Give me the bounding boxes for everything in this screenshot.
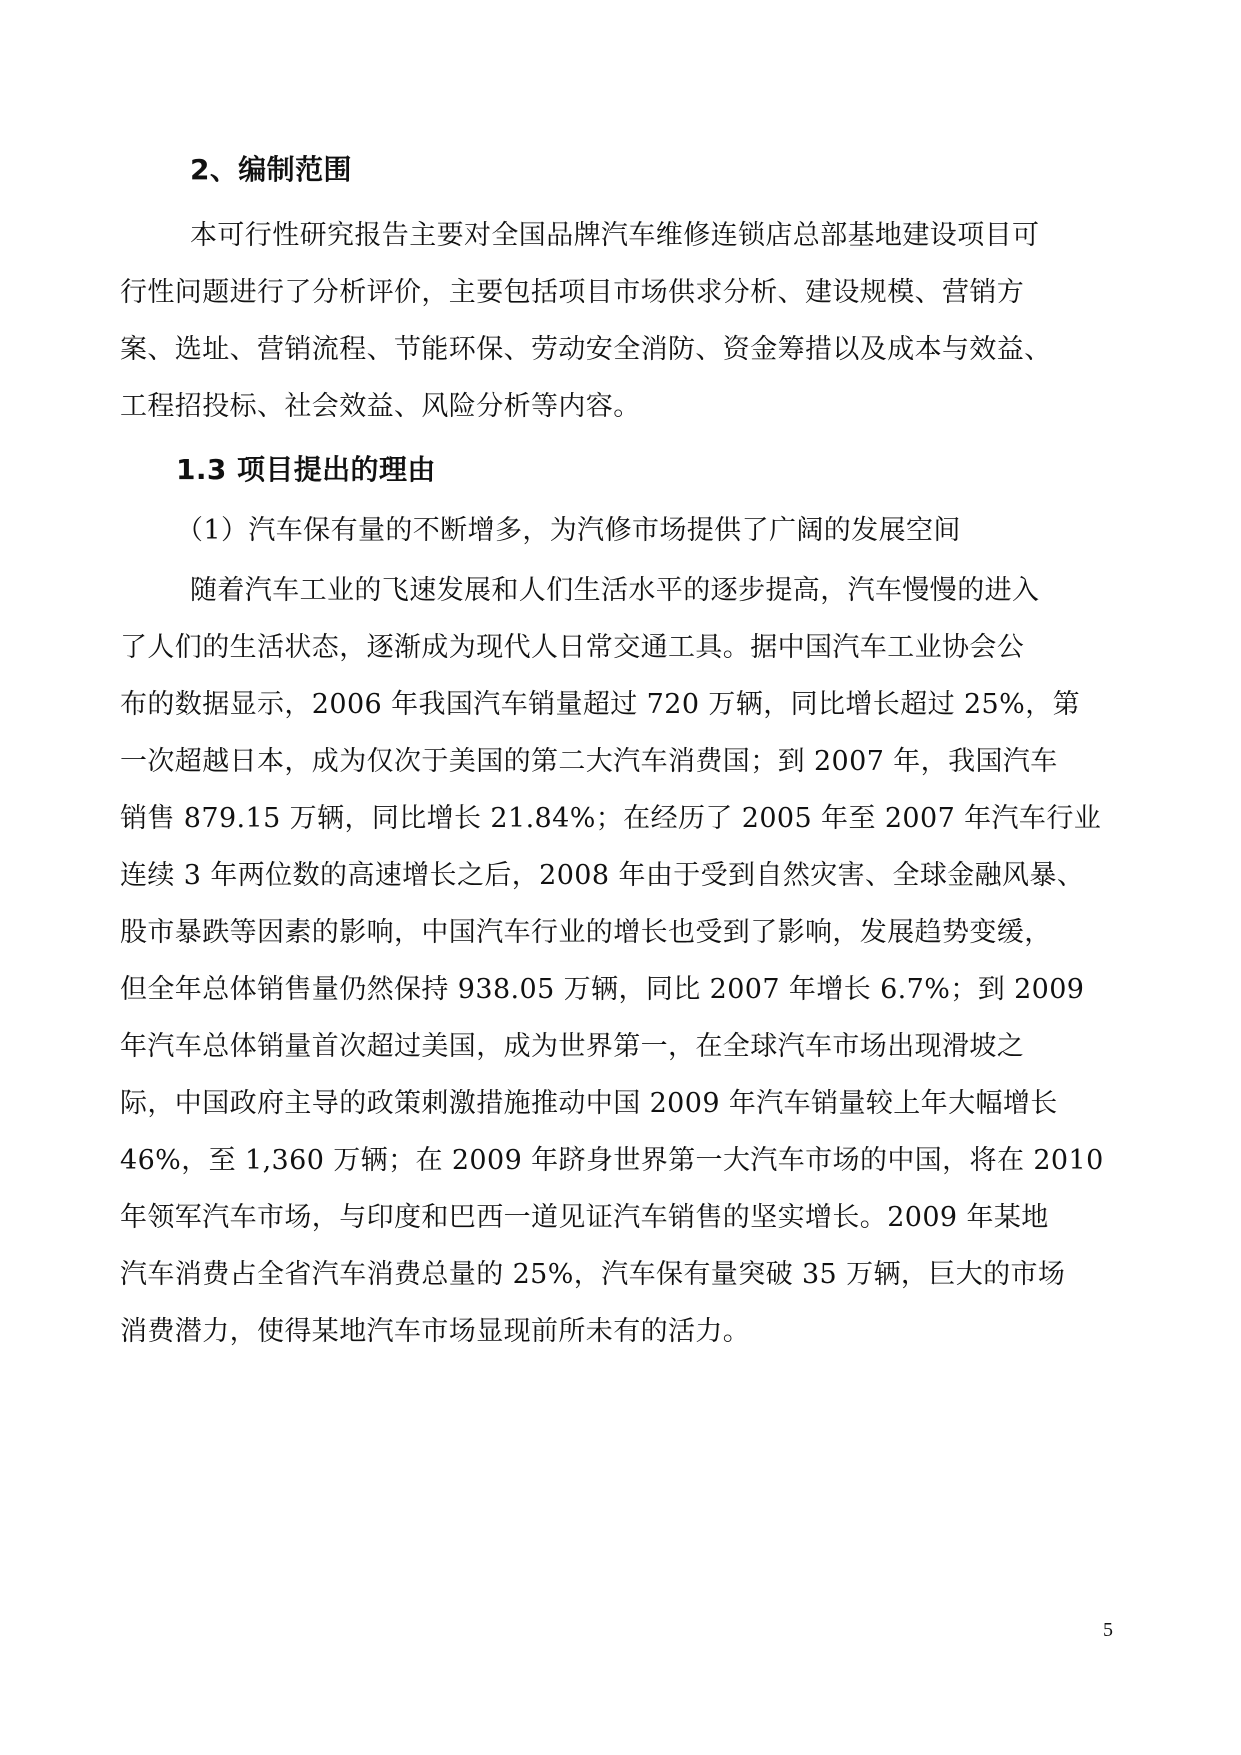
subheading-line: （1）汽车保有量的不断增多，为汽修市场提供了广阔的发展空间 [176, 515, 961, 546]
paragraph-line: 布的数据显示，2006 年我国汽车销量超过 720 万辆，同比增长超过 25%，第 [120, 689, 1080, 720]
page-number: 5 [1103, 1619, 1113, 1641]
paragraph-line: 消费潜力，使得某地汽车市场显现前所未有的活力。 [120, 1316, 751, 1347]
paragraph-line: 销售 879.15 万辆，同比增长 21.84%；在经历了 2005 年至 2007 年汽车行业 [120, 803, 1102, 834]
paragraph-line: 但全年总体销售量仍然保持 938.05 万辆，同比 2007 年增长 6.7%；到 2009 [120, 974, 1085, 1005]
paragraph-line: 了人们的生活状态，逐渐成为现代人日常交通工具。据中国汽车工业协会公 [120, 632, 1025, 663]
paragraph-line: 本可行性研究报告主要对全国品牌汽车维修连锁店总部基地建设项目可 [190, 220, 1040, 251]
paragraph-line: 工程招投标、社会效益、风险分析等内容。 [120, 391, 641, 422]
paragraph-line: 一次超越日本，成为仅次于美国的第二大汽车消费国；到 2007 年，我国汽车 [120, 746, 1058, 777]
paragraph-line: 股市暴跌等因素的影响，中国汽车行业的增长也受到了影响，发展趋势变缓， [120, 917, 1052, 948]
paragraph-line: 汽车消费占全省汽车消费总量的 25%，汽车保有量突破 35 万辆，巨大的市场 [120, 1259, 1066, 1290]
paragraph-line: 年汽车总体销量首次超过美国，成为世界第一，在全球汽车市场出现滑坡之 [120, 1031, 1025, 1062]
paragraph-line: 46%，至 1,360 万辆；在 2009 年跻身世界第一大汽车市场的中国，将在 2010 [120, 1145, 1104, 1176]
paragraph-line: 连续 3 年两位数的高速增长之后，2008 年由于受到自然灾害、全球金融风暴、 [120, 860, 1085, 891]
paragraph-line: 随着汽车工业的飞速发展和人们生活水平的逐步提高，汽车慢慢的进入 [190, 575, 1040, 606]
section-heading-reason: 1.3 项目提出的理由 [176, 453, 436, 486]
paragraph-line: 案、选址、营销流程、节能环保、劳动安全消防、资金筹措以及成本与效益、 [120, 334, 1052, 365]
paragraph-line: 年领军汽车市场，与印度和巴西一道见证汽车销售的坚实增长。2009 年某地 [120, 1202, 1049, 1233]
paragraph-line: 际，中国政府主导的政策刺激措施推动中国 2009 年汽车销量较上年大幅增长 [120, 1088, 1058, 1119]
section-heading-scope: 2、编制范围 [190, 153, 352, 186]
paragraph-line: 行性问题进行了分析评价，主要包括项目市场供求分析、建设规模、营销方 [120, 277, 1025, 308]
